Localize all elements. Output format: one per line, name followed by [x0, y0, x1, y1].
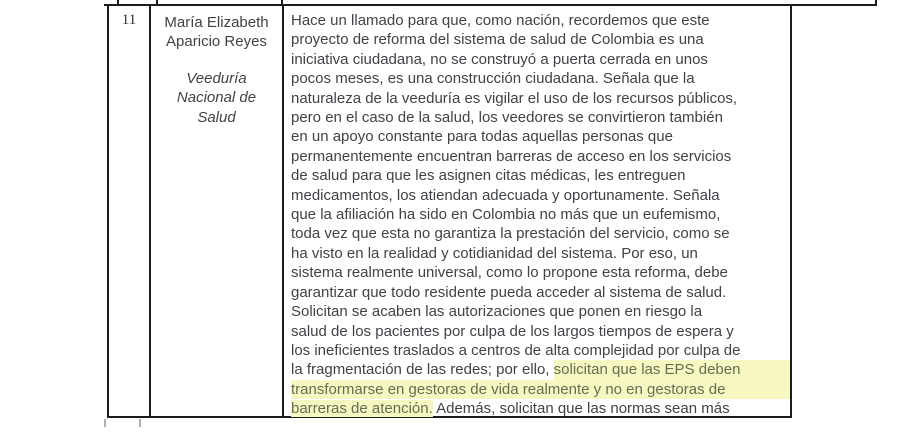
highlighted-text: barreras de atención.: [291, 400, 433, 418]
highlighted-text: solicitan que las EPS deben: [554, 360, 790, 379]
text-segment: pero en el caso de la salud, los veedores se convirtieron también: [291, 109, 723, 127]
row-number-cell: [109, 6, 151, 416]
text-segment: Además, solicitan que las normas sean más: [432, 400, 730, 418]
text-segment: medicamentos, los atiendan adecuada y oportunamente. Señala: [291, 186, 720, 204]
text-segment: de salud para que les asignen citas médicas, les entreguen: [291, 167, 686, 185]
organization-line: Veeduría: [186, 69, 247, 87]
text-line: [291, 108, 790, 127]
text-line: [291, 283, 790, 302]
text-segment: toda vez que esta no garantiza la prestación del servicio, como se: [291, 225, 730, 243]
text-line: [291, 11, 790, 30]
text-segment: permanentemente encuentran barreras de acceso en los servicios: [291, 147, 732, 165]
text-segment: Hace un llamado para que, como nación, recordemos que este: [291, 12, 710, 29]
text-segment: sistema realmente universal, como lo propone esta reforma, debe: [291, 264, 728, 282]
highlighted-text: transformarse en gestoras de vida realmente y no en gestoras de: [291, 380, 790, 399]
text-line: [291, 205, 790, 224]
text-segment: naturaleza de la veeduría es vigilar el uso de los recursos públicos,: [291, 89, 738, 107]
text-line: [291, 360, 790, 379]
text-line: [291, 50, 790, 69]
organization-line: Salud: [197, 108, 236, 126]
row-number: 11: [121, 12, 137, 28]
text-line: [291, 341, 790, 360]
text-segment: Solicitan se acaben las autorizaciones que ponen en riesgo la: [291, 303, 703, 321]
text-line: [291, 30, 790, 49]
previous-row-border-remnant: [875, 0, 877, 5]
text-line: [291, 302, 790, 321]
text-segment: ha visto en la realidad y cotidianidad del sistema. Por eso, un: [291, 244, 698, 262]
text-line: [291, 89, 790, 108]
text-segment: la fragmentación de las redes; por ello,: [291, 361, 554, 379]
text-segment: salud de los pacientes por culpa de los largos tiempos de espera y: [291, 322, 734, 340]
intervention-cell: [284, 6, 790, 416]
text-line: [291, 380, 790, 399]
text-segment: los ineficientes traslados a centros de alta complejidad por culpa de: [291, 341, 741, 359]
speaker-name-line: María Elizabeth: [164, 14, 269, 31]
text-line: [291, 244, 790, 263]
text-line: [291, 399, 790, 418]
text-line: [291, 224, 790, 243]
text-line: [291, 166, 790, 185]
text-line: [291, 147, 790, 166]
text-segment: iniciativa ciudadana, no se construyó a puerta cerrada en unos: [291, 50, 708, 68]
next-row-border-remnant: [139, 419, 141, 427]
text-line: [291, 186, 790, 205]
organization-line: Nacional de: [176, 89, 257, 107]
text-segment: proyecto de reforma del sistema de salud de Colombia es una: [291, 31, 704, 49]
next-row-border-remnant: [104, 419, 106, 427]
speaker-cell: [151, 6, 284, 416]
speaker-organization: [151, 69, 282, 127]
text-segment: en un apoyo constante para todas aquellas personas que: [291, 128, 673, 146]
text-segment: que la afiliación ha sido en Colombia no más que un eufemismo,: [291, 206, 721, 224]
text-line: [291, 127, 790, 146]
text-segment: pocos meses, es una construcción ciudadana. Señala que la: [291, 70, 695, 88]
text-segment: garantizar que todo residente pueda acceder al sistema de salud.: [291, 283, 727, 301]
text-line: [291, 322, 790, 341]
text-line: [291, 263, 790, 282]
speaker-name-line: Aparicio Reyes: [166, 33, 267, 51]
text-line: [291, 69, 790, 88]
speaker-name: [151, 13, 282, 52]
table-row: [107, 4, 792, 418]
